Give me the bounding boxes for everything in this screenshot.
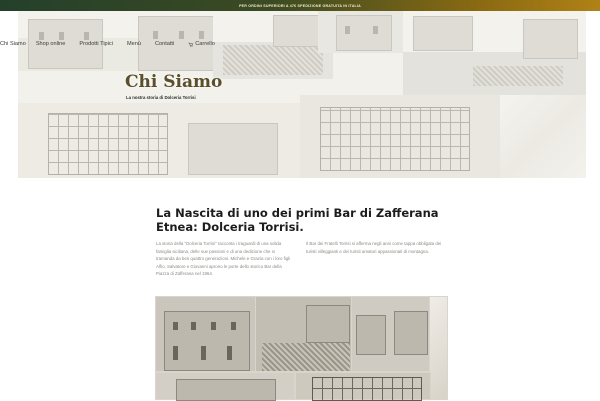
history-paragraph-left: La storia della "Dolceria Torrisi" racconta i traguardi di una solida famiglia siciliana, delle sue passioni e di una dedizione che si tramanda da ben quattro generazioni. Michele e Grazia con i loro figli Alfio, Salvatore e Giovanni aprono le porte dello storico Bar della Piazza di Zafferana nel 1964. bbox=[156, 241, 291, 277]
cart-icon bbox=[188, 42, 193, 47]
collage-photo-demolition bbox=[255, 296, 353, 372]
nav-item-shop-online[interactable]: Shop online bbox=[35, 41, 66, 47]
main-nav bbox=[0, 41, 229, 47]
announcement-text: PER ORDINI SUPERIORI A 47€ SPEDIZIONE GRATUITA IN ITALIA bbox=[239, 3, 361, 8]
page-subtitle: La nostra storia di Dolceria Torrisi bbox=[126, 95, 196, 100]
page-title: Chi Siamo bbox=[125, 72, 223, 92]
nav-item-cart-label: Carrello bbox=[195, 41, 215, 47]
history-paragraph-right: Il Bar dei Fratelli Torrisi si afferma negli anni come tappa obbligata dei turisti villeggianti e dei turisti amatori appassionati di montagna. bbox=[306, 241, 442, 254]
nav-item-menu[interactable]: Menù bbox=[126, 41, 141, 47]
collage-photo-bottom-left bbox=[155, 372, 295, 400]
collage-photo-palace bbox=[155, 296, 257, 372]
announcement-bar bbox=[0, 0, 600, 11]
history-photo-collage bbox=[155, 296, 448, 400]
nav-item-chi-siamo[interactable]: Chi Siamo bbox=[0, 41, 26, 47]
hero-banner bbox=[0, 11, 586, 178]
collage-photo-bottom-right bbox=[295, 372, 431, 400]
collage-photo-piazza bbox=[351, 296, 431, 372]
nav-item-contatti[interactable]: Contatti bbox=[154, 41, 175, 47]
collage-photo-marble bbox=[429, 296, 448, 400]
nav-item-cart[interactable] bbox=[188, 41, 215, 47]
nav-item-prodotti-tipici[interactable]: Prodotti Tipici bbox=[79, 41, 113, 47]
section-heading: La Nascita di uno dei primi Bar di Zafferana Etnea: Dolceria Torrisi. bbox=[156, 206, 439, 234]
